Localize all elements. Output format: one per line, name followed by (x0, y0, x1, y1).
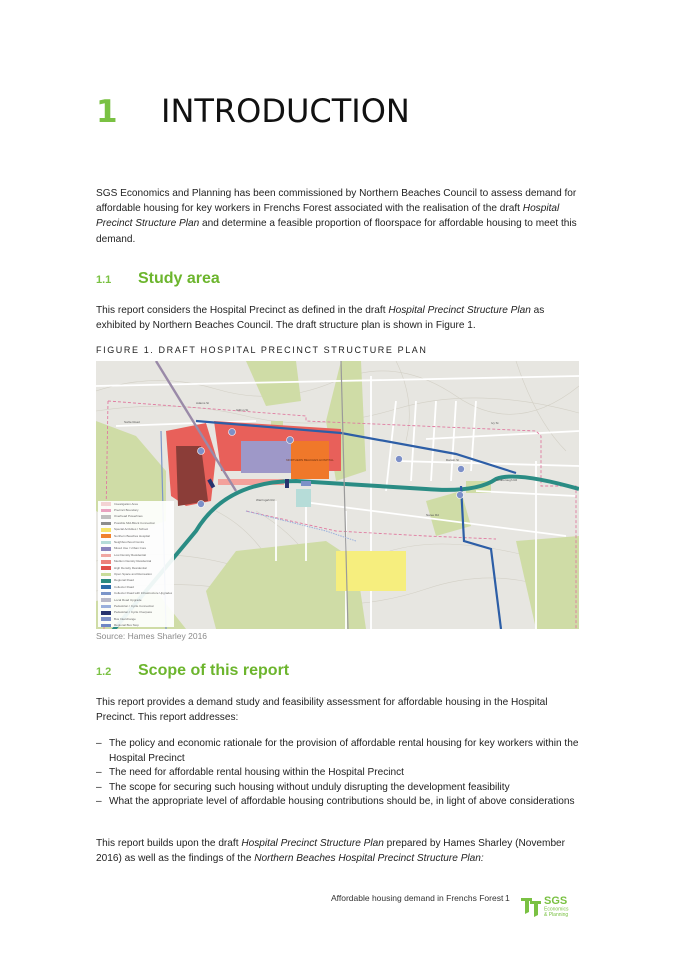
legend-swatch (101, 522, 111, 526)
street-label: Naree Rd (426, 513, 439, 517)
legend-swatch (101, 566, 111, 570)
legend-swatch (101, 611, 111, 615)
legend-swatch (101, 624, 111, 628)
legend-label: Pedestrian / Cycle Overpass (114, 611, 153, 615)
legend-swatch (101, 502, 111, 506)
legend-label: Regional Bus Stop (114, 624, 139, 628)
pedestrian-overpass (285, 479, 289, 488)
study-area-paragraph (96, 303, 586, 333)
bullet-dash: – (96, 738, 102, 749)
list-item (96, 737, 586, 766)
list-item-text: The policy and economic rationale for the provision of affordable rental housing for key workers within the Hospital Precinct (109, 738, 579, 764)
street-label: Gilbyn St (236, 408, 249, 412)
legend-swatch (101, 515, 111, 519)
legend-swatch (101, 598, 111, 602)
bus-stop (229, 429, 236, 436)
logo-subline-2: & Planning (544, 912, 569, 918)
street-label: Adams St (196, 401, 210, 405)
intro-paragraph (96, 186, 586, 247)
figure-caption: FIGURE 1. DRAFT HOSPITAL PRECINCT STRUCTURE PLAN (96, 345, 428, 355)
closing-text-mid: prepared by Hames Sharley (November 2016) as well as the findings of the (96, 838, 566, 865)
section-heading-scope (96, 662, 289, 680)
list-item (96, 781, 586, 796)
bullet-dash: – (96, 781, 102, 793)
bus-stop (458, 466, 465, 473)
logo-wordmark: SGS (544, 895, 568, 907)
scope-closing-paragraph (96, 836, 586, 866)
section-number: 1.1 (96, 274, 112, 286)
legend-label: Special Activities / School (114, 528, 149, 532)
closing-text: This report builds upon the draft (96, 838, 242, 849)
legend-swatch (101, 585, 111, 589)
legend-swatch (101, 560, 111, 564)
bus-stop (198, 448, 205, 455)
legend-label: Open Space and Recreation (114, 572, 152, 576)
intro-text: SGS Economics and Planning has been commissioned by Northern Beaches Council to assess demand for affordable housing for key workers in Frenchs Forest associated with the realisation of the draft (96, 188, 577, 215)
scope-bullet-list (96, 737, 586, 810)
intro-italic-plan-title: Hospital Precinct Structure Plan (96, 203, 560, 230)
legend-label: Northern Beaches Hospital (114, 534, 150, 538)
street-label: Rodborough Rd (496, 478, 518, 482)
section-heading-study-area (96, 270, 220, 288)
list-item (96, 766, 586, 781)
section-title: Scope of this report (138, 662, 290, 679)
neighbourhood-centre (296, 489, 311, 507)
page-number: 1 (505, 893, 510, 903)
legend-swatch (101, 617, 111, 621)
street-label: Sorlie Road (124, 420, 140, 424)
map-legend (98, 501, 174, 627)
legend-label: Mixed Use / Urban Core (114, 547, 147, 551)
bus-stop (396, 456, 403, 463)
legend-swatch (101, 579, 111, 583)
list-item (96, 795, 586, 810)
bus-stop (287, 437, 294, 444)
legend-label: Overhead Powerlines (114, 515, 143, 519)
legend-label: Pedestrian / Cycle Connection (114, 604, 155, 608)
bus-stop (457, 492, 464, 499)
closing-italic-nb-plan-title: Northern Beaches Hospital Precinct Structure Plan: (254, 853, 484, 865)
legend-label: Collector Road with Infrastructure Upgrades (114, 592, 173, 596)
legend-label: Collector Road (114, 585, 134, 589)
chapter-number: 1 (96, 94, 118, 130)
legend-swatch (101, 554, 111, 558)
list-item-text: The scope for securing such housing without unduly disrupting the development feasibility (109, 781, 510, 793)
legend-swatch (101, 541, 111, 545)
study-area-italic-plan-title: Hospital Precinct Structure Plan (388, 305, 531, 316)
legend-swatch (101, 573, 111, 577)
list-item-text: The need for affordable rental housing within the Hospital Precinct (109, 767, 404, 779)
logo-subline-1: Economics (544, 906, 569, 913)
study-area-text: This report considers the Hospital Precinct as defined in the draft (96, 305, 389, 316)
street-label: Warringah Rd (256, 498, 275, 502)
footer-document-title: Affordable housing demand in Frenchs Forest (331, 893, 504, 903)
legend-label: Medium Density Residential (114, 560, 152, 564)
sgs-logo-icon (520, 892, 580, 920)
closing-italic-plan-title: Hospital Precinct Structure Plan (241, 838, 384, 849)
intro-text-end: and determine a feasible proportion of floorspace for affordable housing to meet this demand. (96, 218, 577, 245)
legend-swatch (101, 534, 111, 538)
legend-label: Bus Interchange (114, 617, 136, 621)
legend-swatch (101, 605, 111, 609)
hospital-label: NORTHERN BEACHES HOSPITAL (286, 458, 334, 462)
study-area-text-end: as exhibited by Northern Beaches Council. The draft structure plan is shown in Figure 1. (96, 305, 545, 332)
bus-stop (198, 501, 205, 508)
legend-label: Investigation Area (114, 502, 138, 506)
chapter-heading (96, 92, 410, 136)
legend-swatch (101, 547, 111, 551)
section-number: 1.2 (96, 666, 112, 678)
figure-source: Source: Hames Sharley 2016 (96, 631, 208, 641)
mixed-use-block (241, 441, 291, 473)
structure-plan-map (96, 361, 579, 629)
legend-swatch (101, 509, 111, 513)
street-label: Ivy St (491, 421, 499, 425)
legend-swatch (101, 592, 111, 596)
legend-label: Possible Mid-Block Connection (114, 521, 156, 525)
scope-intro-paragraph: This report provides a demand study and feasibility assessment for affordable housing in the Hospital Precinct. This report addresses: (96, 697, 548, 724)
legend-label: Low Density Residential (114, 553, 147, 557)
bus-interchange (301, 481, 311, 486)
legend-label: Local Road Upgrade (114, 598, 142, 602)
bullet-dash: – (96, 767, 102, 779)
list-item-text: What the appropriate level of affordable housing contributions should be, in light of above considerations (109, 796, 575, 808)
sgs-logo (520, 892, 580, 920)
legend-label: Precinct Boundary (114, 509, 139, 513)
chapter-title: INTRODUCTION (161, 92, 410, 130)
bullet-dash: – (96, 796, 102, 808)
legend-swatch (101, 528, 111, 532)
legend-label: High Density Residential (114, 566, 147, 570)
legend-label: Regional Road (114, 579, 134, 583)
street-label: Darwin St (446, 458, 460, 462)
legend-label: Neighbourhood Centre (114, 541, 145, 545)
section-title: Study area (138, 270, 220, 287)
